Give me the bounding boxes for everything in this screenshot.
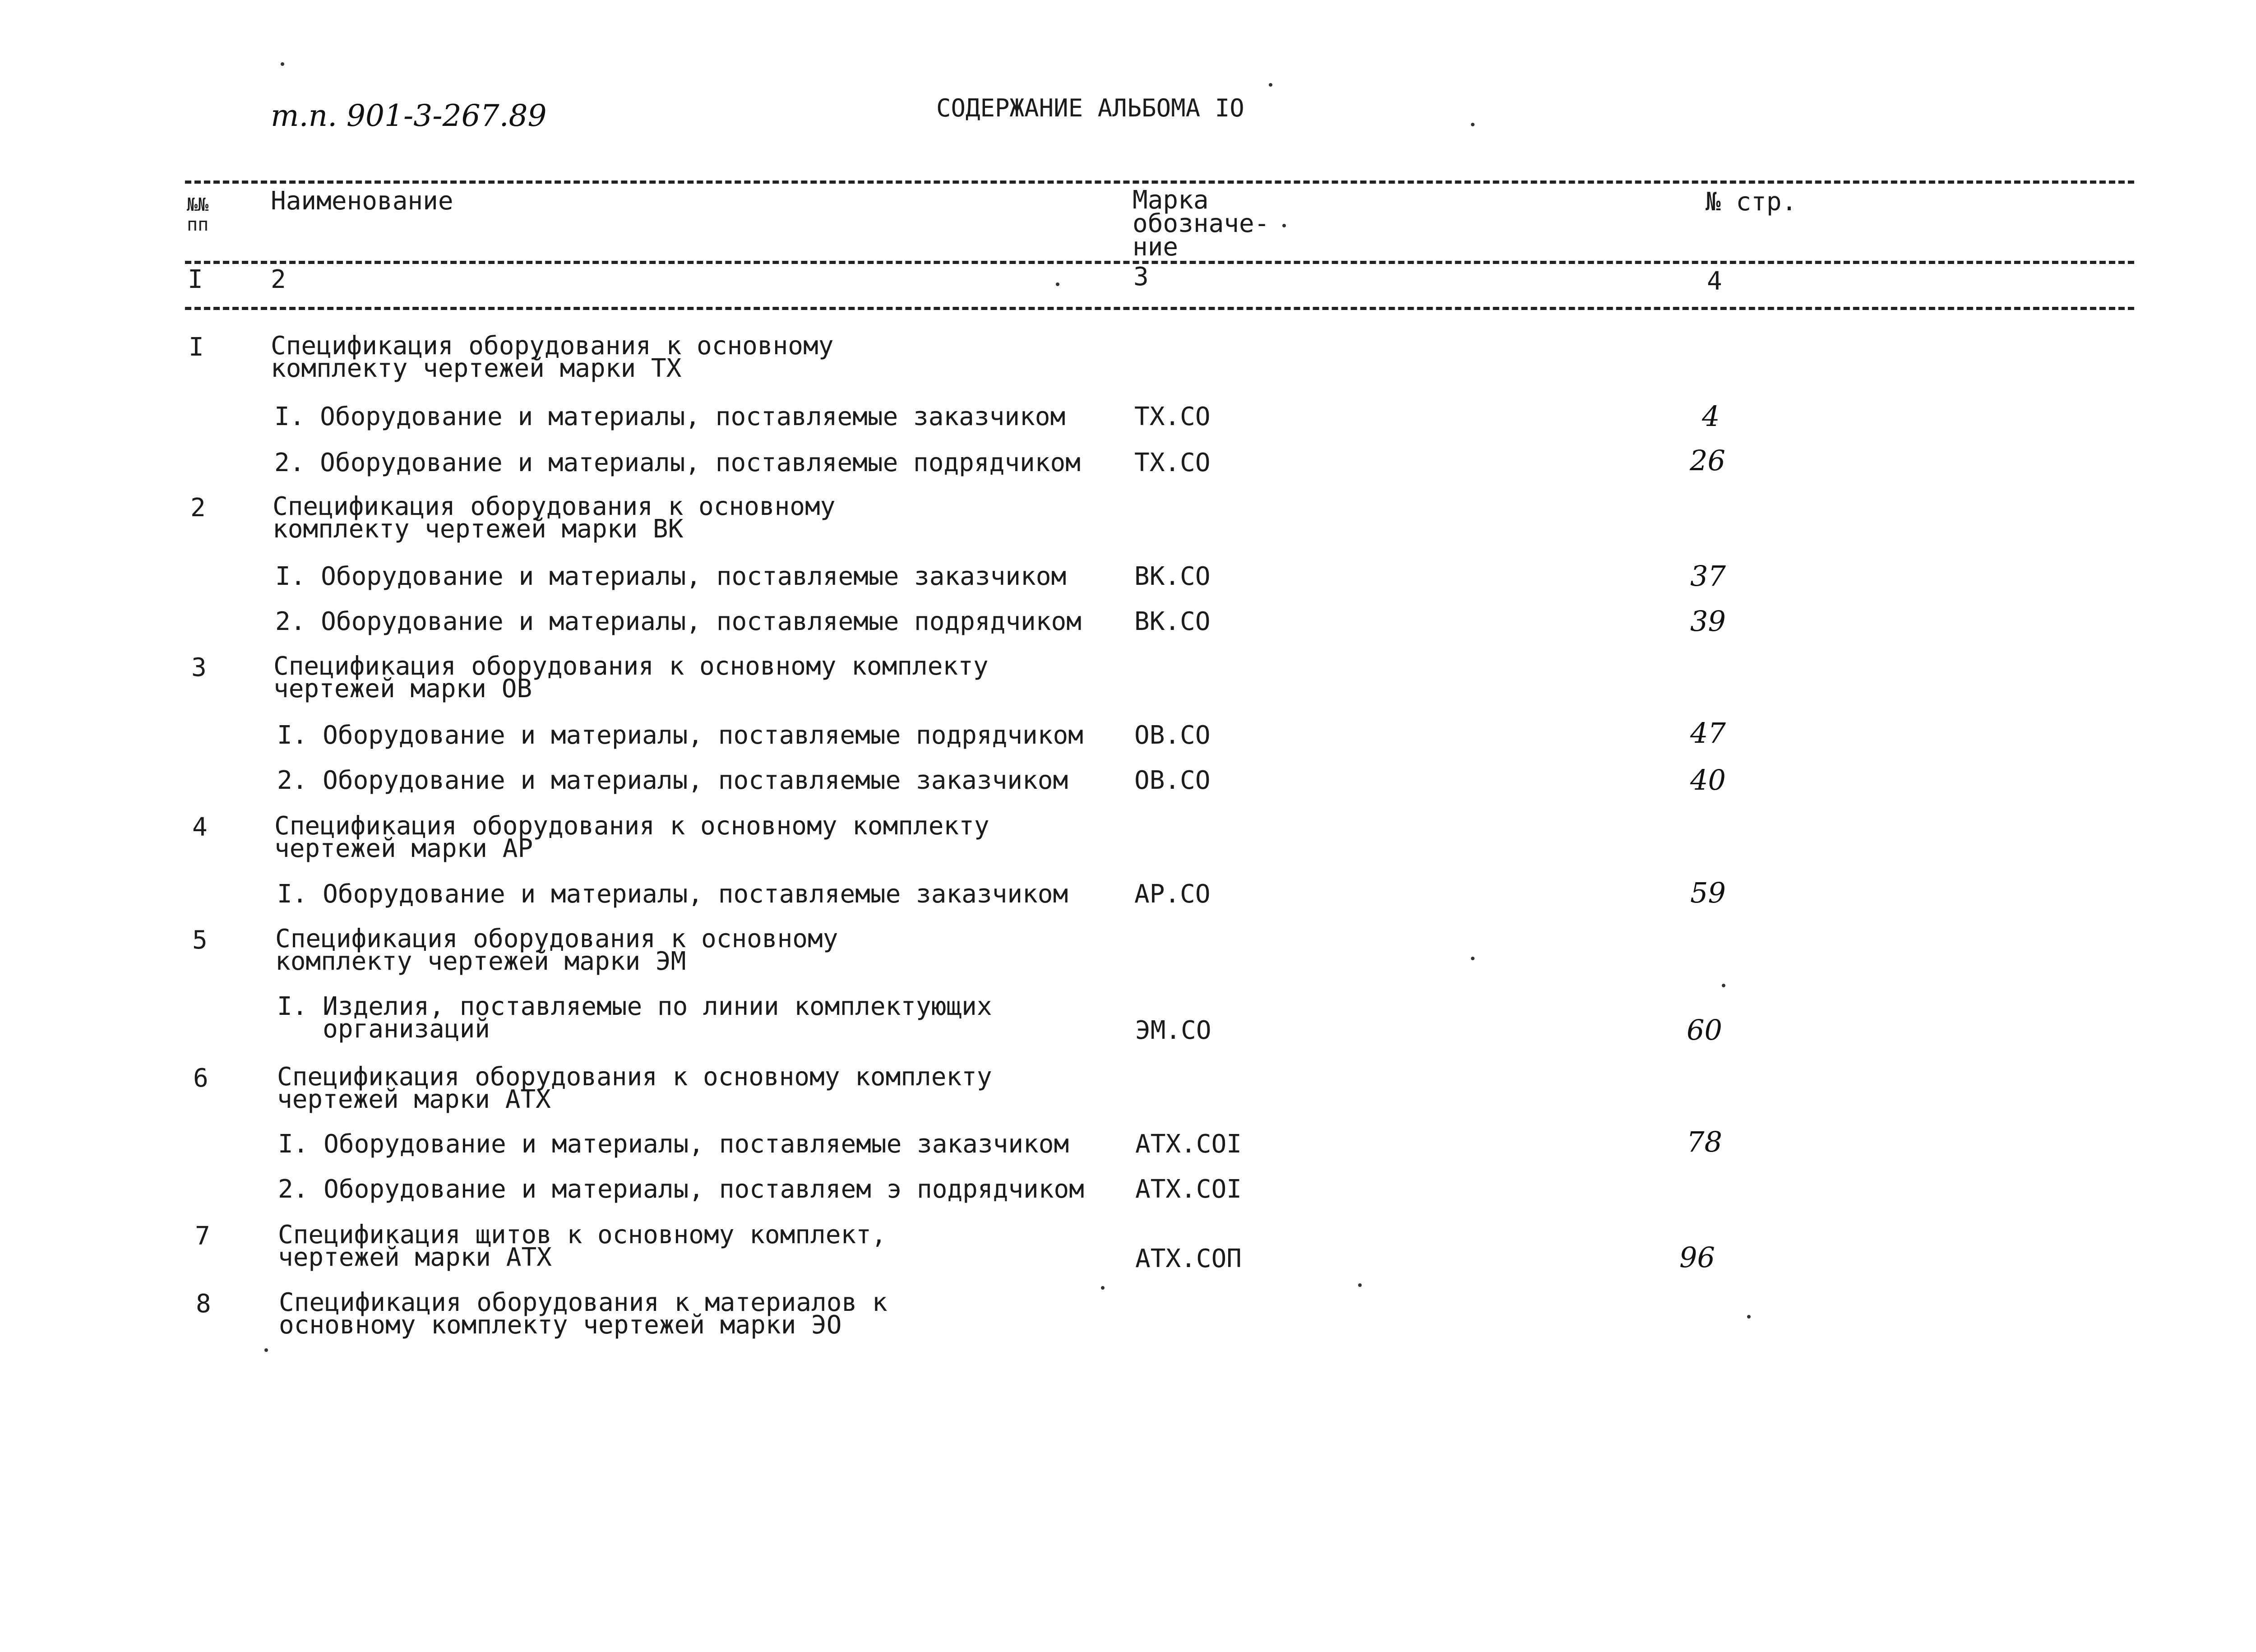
document-title: СОДЕРЖАНИЕ АЛЬБОМА IO	[936, 94, 1244, 122]
col-number-2: 2	[271, 265, 286, 294]
row-number: 2	[190, 493, 206, 523]
item-name: I. Изделия, поставляемые по линии комплектующих организаций	[277, 992, 992, 1044]
item-mark: ЭМ.СО	[1135, 1016, 1211, 1045]
document-number: т.п. 901-3-267.89	[271, 98, 547, 133]
section-title: Спецификация оборудования к основному комплекту чертежей марки ЭМ	[275, 924, 838, 976]
header-top-rule	[185, 180, 2134, 184]
item-name: 2. Оборудование и материалы, поставляемые подрядчиком	[275, 607, 1082, 636]
col-header-mark: Марка обозначе- ние	[1133, 185, 1270, 262]
item-page: 47	[1690, 717, 1726, 750]
item-name: I. Оборудование и материалы, поставляемые заказчиком	[278, 1129, 1069, 1159]
scan-speck	[1269, 83, 1272, 87]
item-name: 2. Оборудование и материалы, поставляемые подрядчиком	[274, 448, 1081, 477]
col-header-page: № стр.	[1706, 187, 1797, 217]
item-mark: ОВ.СО	[1134, 721, 1211, 750]
row-number: 3	[191, 653, 207, 682]
item-page: 78	[1687, 1125, 1722, 1158]
item-name: I. Оборудование и материалы, поставляемые заказчиком	[277, 879, 1068, 909]
item-page: 59	[1690, 876, 1726, 909]
row-number: 5	[192, 925, 208, 955]
row-number: 8	[196, 1289, 211, 1319]
item-mark: АТХ.СОI	[1135, 1129, 1242, 1159]
scan-speck	[1358, 1283, 1362, 1287]
item-mark: АТХ.СОП	[1135, 1244, 1242, 1273]
section-title: Спецификация оборудования к основному комплекту чертежей марки АР	[274, 811, 989, 863]
scan-speck	[1056, 282, 1059, 286]
col-header-name: Наименование	[271, 186, 453, 216]
row-number: 7	[195, 1222, 210, 1251]
scan-speck	[281, 62, 284, 66]
item-name: I. Оборудование и материалы, поставляемые подрядчиком	[277, 721, 1083, 750]
item-name: I. Оборудование и материалы, поставляемые заказчиком	[274, 402, 1066, 431]
item-page: 4	[1702, 400, 1720, 433]
item-mark: АТХ.СОI	[1135, 1175, 1242, 1204]
scan-speck	[1747, 1315, 1751, 1319]
item-mark: ОВ.СО	[1134, 766, 1211, 795]
col-number-4: 4	[1707, 267, 1722, 296]
row-number: I	[189, 333, 204, 362]
item-mark: АР.СО	[1134, 879, 1211, 909]
col-header-number: №№ пп	[187, 194, 209, 235]
section-title: Спецификация щитов к основному комплект, чертежей марки АТХ	[278, 1220, 887, 1272]
item-name: I. Оборудование и материалы, поставляемые заказчиком	[275, 562, 1067, 591]
section-title: Спецификация оборудования к материалов к основному комплекту чертежей марки ЭО	[279, 1288, 888, 1340]
col-number-3: 3	[1133, 262, 1149, 292]
section-title: Спецификация оборудования к основному комплекту чертежей марки АТХ	[277, 1062, 992, 1114]
section-title: Спецификация оборудования к основному комплекту чертежей марки ВК	[273, 492, 836, 544]
scan-speck	[1471, 957, 1475, 960]
row-number: 6	[193, 1064, 208, 1093]
item-page: 37	[1690, 560, 1726, 592]
item-mark: ТХ.СО	[1134, 402, 1211, 431]
header-bottom-rule	[185, 307, 2134, 310]
item-page: 96	[1679, 1241, 1715, 1274]
item-mark: ВК.СО	[1134, 562, 1211, 591]
section-title: Спецификация оборудования к основному комплекту чертежей марки ТХ	[271, 331, 834, 383]
scan-speck	[1282, 224, 1286, 227]
scan-speck	[1471, 123, 1475, 126]
item-name: 2. Оборудование и материалы, поставляемые заказчиком	[277, 766, 1068, 795]
item-page: 39	[1690, 605, 1726, 638]
item-name: 2. Оборудование и материалы, поставляем э подрядчиком	[278, 1175, 1084, 1204]
scan-speck	[264, 1348, 268, 1352]
item-mark: ВК.СО	[1134, 607, 1211, 636]
item-page: 26	[1690, 444, 1725, 477]
section-title: Спецификация оборудования к основному комплекту чертежей марки ОВ	[273, 652, 989, 703]
row-number: 4	[192, 813, 208, 842]
item-page: 60	[1687, 1013, 1722, 1046]
item-page: 40	[1690, 764, 1726, 796]
col-number-1: I	[188, 265, 203, 294]
scan-speck	[1722, 984, 1725, 987]
scan-speck	[1101, 1286, 1105, 1290]
item-mark: ТХ.СО	[1134, 448, 1211, 477]
